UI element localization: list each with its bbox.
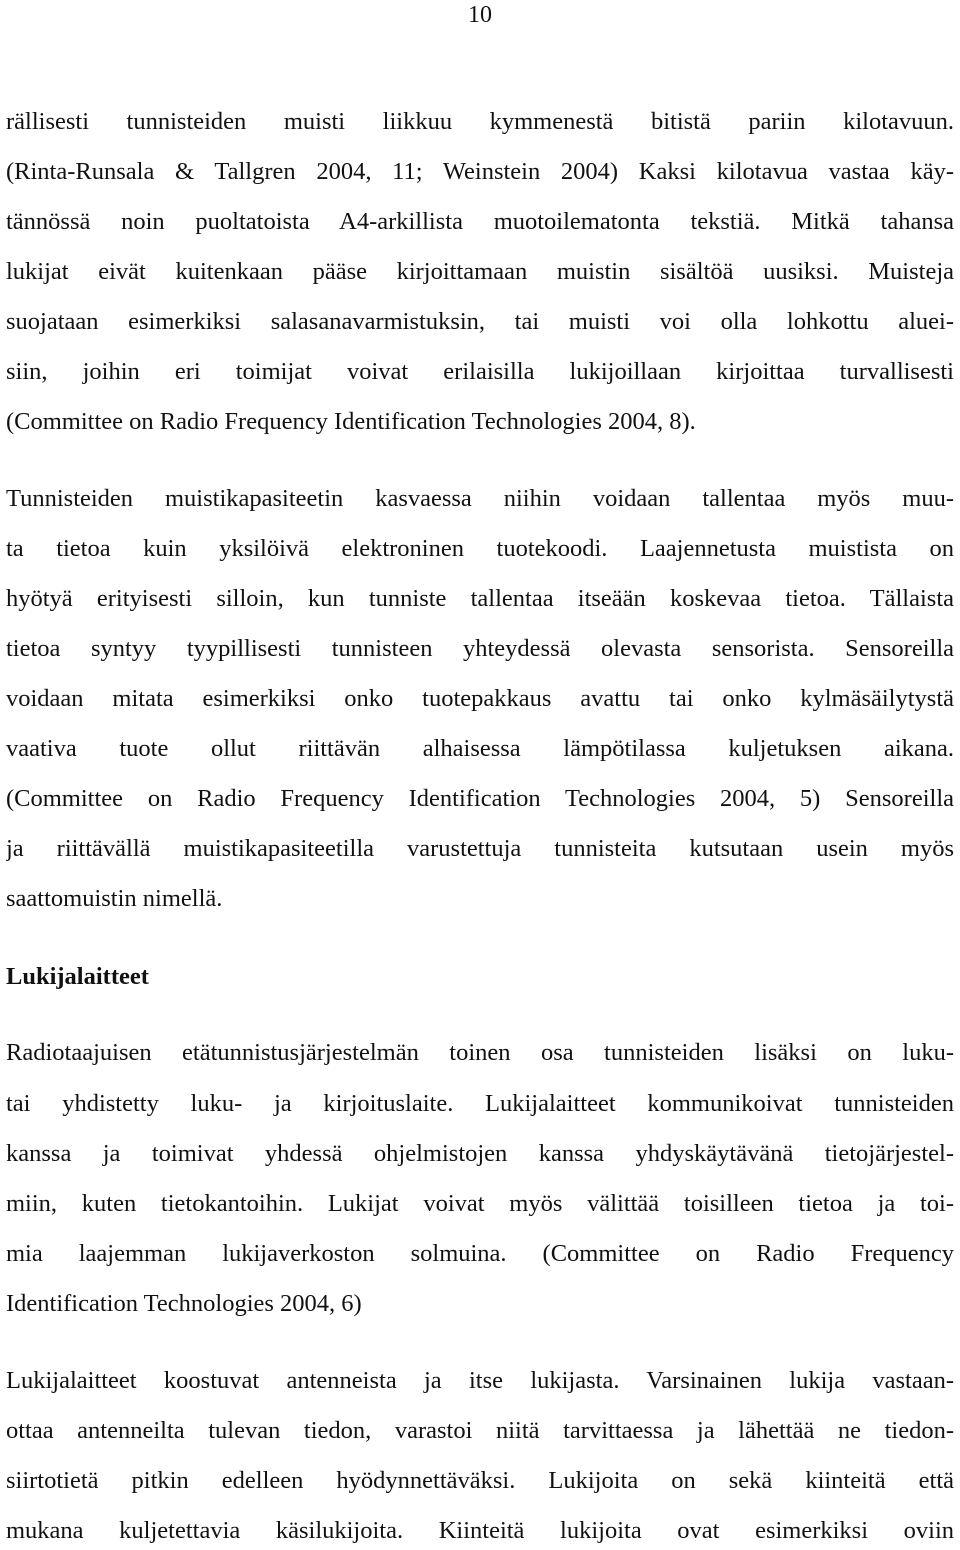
- text-line: ta tietoa kuin yksilöivä elektroninen tuotekoodi. Laajennetusta muistista on: [6, 535, 954, 562]
- text-line: (Rinta-Runsala & Tallgren 2004, 11; Weinstein 2004) Kaksi kilotavua vastaa käy-: [6, 158, 954, 185]
- text-line: (Committee on Radio Frequency Identification Technologies 2004, 8).: [6, 408, 696, 435]
- text-line: (Committee on Radio Frequency Identification Technologies 2004, 5) Sensoreilla: [6, 785, 954, 812]
- text-line: mukana kuljetettavia käsilukijoita. Kiinteitä lukijoita ovat esimerkiksi oviin: [6, 1517, 954, 1544]
- text-line: siin, joihin eri toimijat voivat erilaisilla lukijoillaan kirjoittaa turvallisesti: [6, 358, 954, 385]
- text-line: ottaa antenneilta tulevan tiedon, varastoi niitä tarvittaessa ja lähettää ne tiedon-: [6, 1417, 954, 1444]
- text-line: tai yhdistetty luku- ja kirjoituslaite. Lukijalaitteet kommunikoivat tunnisteiden: [6, 1090, 954, 1117]
- section-heading: Lukijalaitteet: [6, 963, 149, 990]
- text-line: voidaan mitata esimerkiksi onko tuotepakkaus avattu tai onko kylmäsäilytystä: [6, 685, 954, 712]
- page-number: 10: [468, 2, 492, 28]
- text-line: ja riittävällä muistikapasiteetilla varustettuja tunnisteita kutsutaan usein myös: [6, 835, 954, 862]
- text-line: saattomuistin nimellä.: [6, 885, 223, 912]
- text-line: tietoa syntyy tyypillisesti tunnisteen yhteydessä olevasta sensorista. Sensoreilla: [6, 635, 954, 662]
- text-line: Tunnisteiden muistikapasiteetin kasvaessa niihin voidaan tallentaa myös muu-: [6, 485, 954, 512]
- text-line: suojataan esimerkiksi salasanavarmistuksin, tai muisti voi olla lohkottu aluei-: [6, 308, 954, 335]
- text-line: Lukijalaitteet koostuvat antenneista ja itse lukijasta. Varsinainen lukija vastaan-: [6, 1367, 954, 1394]
- text-line: miin, kuten tietokantoihin. Lukijat voivat myös välittää toisilleen tietoa ja toi-: [6, 1190, 954, 1217]
- text-line: hyötyä erityisesti silloin, kun tunniste tallentaa itseään koskevaa tietoa. Tällaista: [6, 585, 954, 612]
- text-line: tännössä noin puoltatoista A4-arkillista muotoilematonta tekstiä. Mitkä tahansa: [6, 208, 954, 235]
- text-line: Radiotaajuisen etätunnistusjärjestelmän toinen osa tunnisteiden lisäksi on luku-: [6, 1039, 954, 1066]
- text-line: siirtotietä pitkin edelleen hyödynnettäväksi. Lukijoita on sekä kiinteitä että: [6, 1467, 954, 1494]
- text-line: lukijat eivät kuitenkaan pääse kirjoittamaan muistin sisältöä uusiksi. Muisteja: [6, 258, 954, 285]
- text-line: rällisesti tunnisteiden muisti liikkuu kymmenestä bitistä pariin kilotavuun.: [6, 108, 954, 135]
- text-line: Identification Technologies 2004, 6): [6, 1290, 362, 1317]
- text-line: vaativa tuote ollut riittävän alhaisessa lämpötilassa kuljetuksen aikana.: [6, 735, 954, 762]
- text-line: kanssa ja toimivat yhdessä ohjelmistojen kanssa yhdyskäytävänä tietojärjestel-: [6, 1140, 954, 1167]
- text-line: mia laajemman lukijaverkoston solmuina. (Committee on Radio Frequency: [6, 1240, 954, 1267]
